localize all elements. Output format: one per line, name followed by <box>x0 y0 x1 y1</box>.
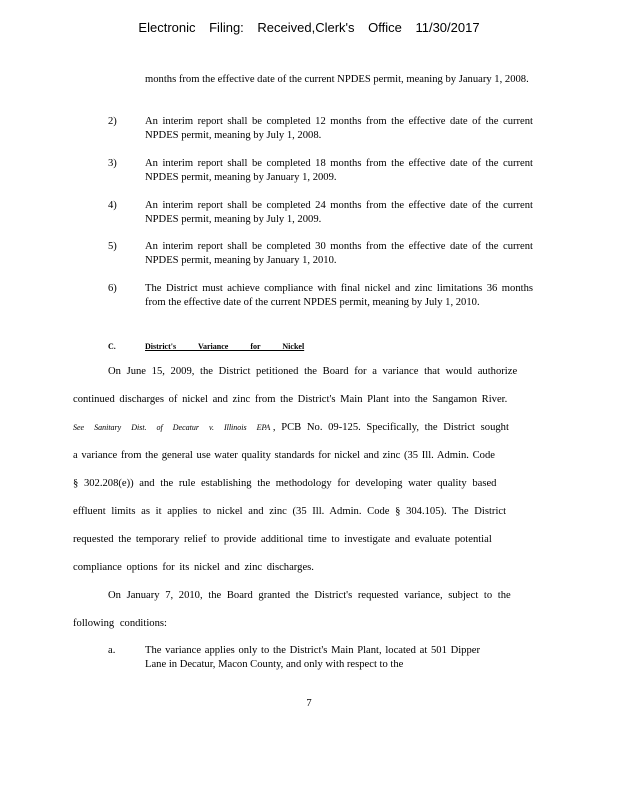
paragraph-line: See Sanitary Dist. of Decatur v. Illinois EPA , PCB No. 09-125. Specifically, the District sought <box>73 422 509 433</box>
paragraph-line: compliance options for its nickel and zinc discharges. <box>73 562 314 573</box>
item-text: An interim report shall be completed 30 months from the effective date of the current NPDES permit, meaning by January 1, 2010. <box>145 241 533 266</box>
sub-item-text: The variance applies only to the District's Main Plant, located at 501 Dipper Lane in Decatur, Macon County, and only with respect to the <box>145 645 480 670</box>
paragraph-line: § 302.208(e)) and the rule establishing the methodology for developing water quality based <box>73 478 497 489</box>
item-number: 6) <box>108 283 117 294</box>
item-text: An interim report shall be completed 12 months from the effective date of the current NPDES permit, meaning by July 1, 2008. <box>145 116 533 141</box>
section-heading: District's Variance for Nickel <box>145 342 305 351</box>
item-text: An interim report shall be completed 18 months from the effective date of the current NPDES permit, meaning by January 1, 2009. <box>145 158 533 183</box>
paragraph-line: following conditions: <box>73 618 167 629</box>
item-text: An interim report shall be completed 24 months from the effective date of the current NPDES permit, meaning by July 1, 2009. <box>145 200 533 225</box>
sub-item-letter: a. <box>108 645 116 656</box>
filing-header: Electronic Filing: Received,Clerk's Office 11/30/2017 <box>138 20 480 35</box>
item-number: 4) <box>108 200 117 211</box>
item-text: The District must achieve compliance with final nickel and zinc limitations 36 months from the effective date of the current NPDES permit, meaning by July 1, 2010. <box>145 283 533 308</box>
continuation-text: months from the effective date of the current NPDES permit, meaning by January 1, 2008. <box>145 74 529 85</box>
paragraph-line: On January 7, 2010, the Board granted the District's requested variance, subject to the <box>108 590 511 601</box>
page-number: 7 <box>306 698 312 709</box>
paragraph-line: requested the temporary relief to provide additional time to investigate and evaluate potential <box>73 534 492 545</box>
paragraph-line: a variance from the general use water quality standards for nickel and zinc (35 Ill. Admin. Code <box>73 450 495 461</box>
item-number: 2) <box>108 116 117 127</box>
paragraph-line: On June 15, 2009, the District petitioned the Board for a variance that would authorize <box>108 366 518 377</box>
case-citation: See Sanitary Dist. of Decatur v. Illinois EPA <box>73 423 271 432</box>
item-number: 3) <box>108 158 117 169</box>
item-number: 5) <box>108 241 117 252</box>
paragraph-line: continued discharges of nickel and zinc from the District's Main Plant into the Sangamon River. <box>73 394 508 405</box>
paragraph-line: effluent limits as it applies to nickel and zinc (35 Ill. Admin. Code § 304.105). The District <box>73 506 507 517</box>
section-letter: C. <box>108 342 116 351</box>
